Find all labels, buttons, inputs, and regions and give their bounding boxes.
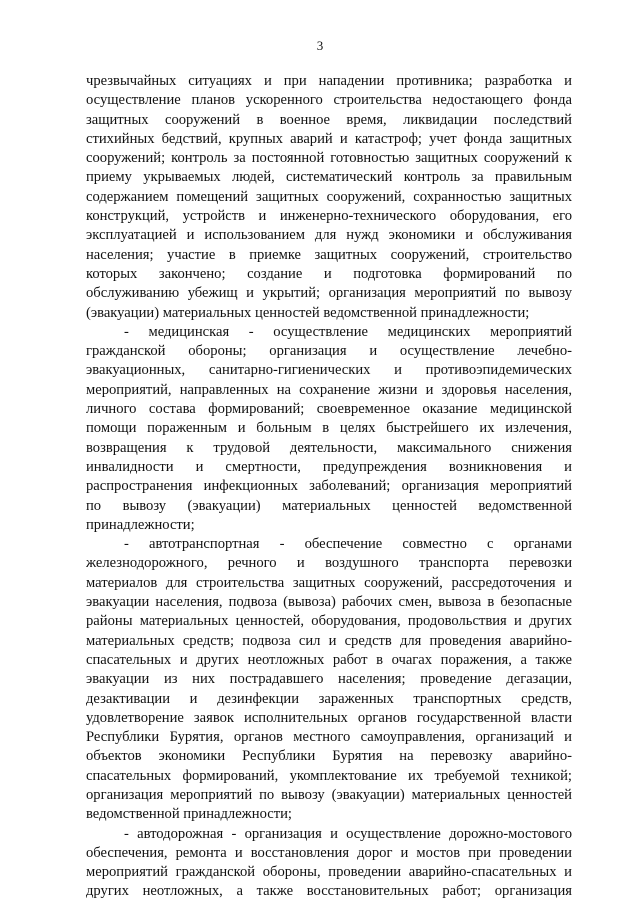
document-body	[86, 72, 572, 902]
text-line: (эвакуации) материальных ценностей ведомственной принадлежности;	[86, 304, 530, 321]
text-line: эвакуационных, санитарно-гигиенических и противоэпидемических	[86, 362, 572, 379]
text-line: сооружений; контроль за постоянной готовностью защитных сооружений к	[86, 150, 572, 167]
text-line: железнодорожного, речного и воздушного транспорта перевозки	[86, 555, 572, 572]
text-line: стихийных бедствий, крупных аварий и катастроф; учет фонда защитных	[86, 130, 572, 147]
text-line: осуществление планов ускоренного строительства недостающего фонда	[86, 92, 572, 109]
text-line: по вывозу (эвакуации) материальных ценностей ведомственной	[86, 497, 572, 514]
text-line: личного состава формирований; своевременное оказание медицинской	[86, 401, 572, 418]
text-line: дезактивации и дезинфекции зараженных транспортных средств,	[86, 690, 572, 707]
text-line: других неотложных, а также восстановительных работ; организация	[86, 883, 572, 900]
text-line: - автотранспортная - обеспечение совместно с органами	[124, 536, 572, 553]
text-line: содержанием помещений защитных сооружений, сохранностью защитных	[86, 188, 572, 205]
text-line: - медицинская - осуществление медицинских мероприятий	[124, 323, 572, 340]
text-line: мероприятий гражданской обороны, проведении аварийно-спасательных и	[86, 864, 572, 881]
text-line: защитных сооружений в военное время, ликвидации последствий	[86, 111, 572, 128]
text-line: принадлежности;	[86, 516, 195, 533]
text-line: - автодорожная - организация и осуществление дорожно-мостового	[124, 825, 572, 842]
text-line: объектов экономики Республики Бурятия на перевозку аварийно-	[86, 748, 572, 765]
text-line: спасательных формирований, укомплектование их требуемой техникой;	[86, 767, 572, 784]
text-line: инвалидности и смертности, предупреждения возникновения и	[86, 458, 572, 475]
text-line: населения; участие в приемке защитных сооружений, строительство	[86, 246, 572, 263]
text-line: чрезвычайных ситуациях и при нападении противника; разработка и	[86, 73, 572, 89]
page-number: 3	[316, 38, 324, 53]
text-line: обеспечения, ремонта и восстановления дорог и мостов при проведении	[86, 844, 572, 861]
text-line: эксплуатацией и использованием для нужд экономики и обслуживания	[86, 227, 572, 244]
text-line: помощи пораженным и больным в целях быстрейшего их излечения,	[86, 420, 572, 437]
text-line: эвакуации населения, подвоза (вывоза) рабочих смен, вывоза в безопасные	[86, 594, 572, 611]
text-line: Республики Бурятия, органов местного самоуправления, организаций и	[86, 729, 572, 746]
text-line: эвакуации из них пострадавшего населения; проведение дегазации,	[86, 671, 572, 688]
text-line: возвращения к трудовой деятельности, максимального снижения	[86, 439, 572, 456]
text-line: ведомственной принадлежности;	[86, 806, 292, 823]
text-line: спасательных и других неотложных работ в очагах поражения, а также	[86, 651, 572, 668]
text-line: материальных средств; подвоза сил и средств для проведения аварийно-	[86, 632, 572, 649]
text-line: организация мероприятий по вывозу (эвакуации) материальных ценностей	[86, 786, 572, 803]
text-line: обслуживанию убежищ и укрытий; организация мероприятий по вывозу	[86, 285, 572, 302]
text-line: мероприятий, направленных на сохранение жизни и здоровья населения,	[86, 381, 572, 398]
text-line: которых закончено; создание и подготовка формирований по	[86, 265, 572, 282]
text-line: материалов для строительства защитных сооружений, рассредоточения и	[86, 574, 572, 591]
text-line: удовлетворение заявок исполнительных органов государственной власти	[86, 709, 572, 726]
text-line: районы материальных ценностей, оборудования, продовольствия и других	[86, 613, 572, 630]
text-line: гражданской обороны; организация и осуществление лечебно-	[86, 343, 572, 360]
text-line: распространения инфекционных заболеваний; организация мероприятий	[86, 478, 572, 495]
text-line: конструкций, устройств и инженерно-технического оборудования, его	[86, 208, 572, 225]
text-line: приему укрываемых людей, систематический контроль за правильным	[86, 169, 572, 186]
